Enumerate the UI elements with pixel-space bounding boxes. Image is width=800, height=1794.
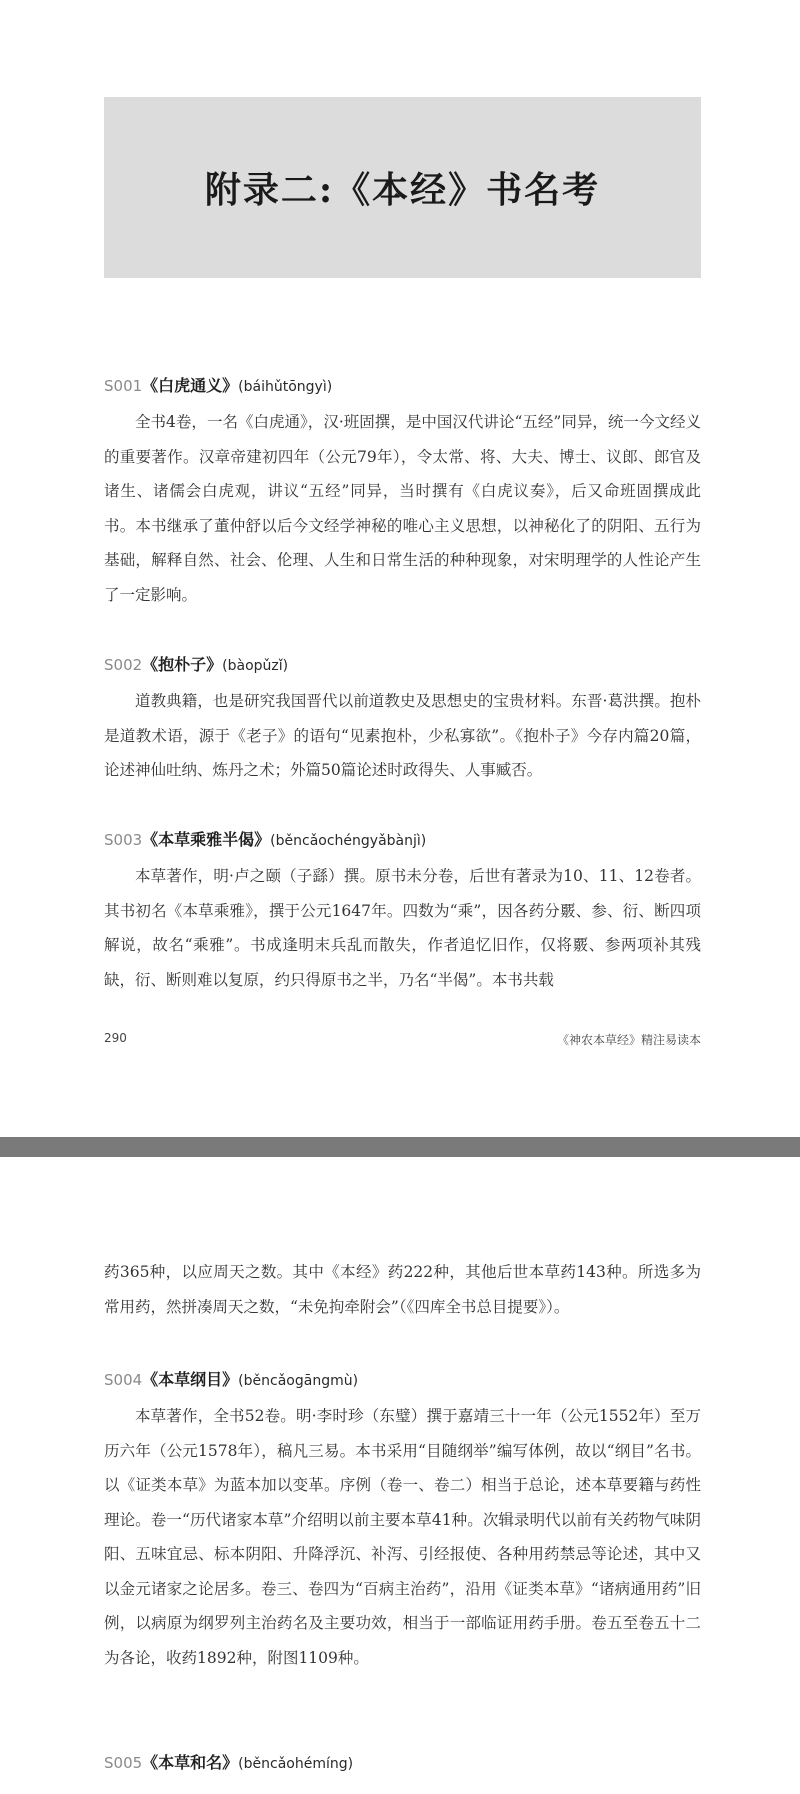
entry-id: S005 [104, 1754, 143, 1772]
entry-heading [104, 375, 701, 397]
entry-book-name: 《白虎通义》 [142, 376, 239, 395]
entry-id: S001 [104, 377, 143, 395]
entry-description: 道教典籍，也是研究我国晋代以前道教史及思想史的宝贵材料。东晋·葛洪撰。抱朴是道教术语，源于《老子》的语句“见素抱朴，少私寡欲”。《抱朴子》今存内篇20篇，论述神仙吐纳、炼丹之术；外篇50篇论述时政得失、人事臧否。 [104, 692, 701, 779]
entry-heading [104, 1752, 701, 1774]
entry-s001 [104, 375, 701, 612]
entry-description-continued: 药365种，以应周天之数。其中《本经》药222种，其他后世本草药143种。所选多为常用药，然拼凑周天之数，“未免拘牵附会”（《四库全书总目提要》）。 [104, 1263, 701, 1316]
entry-pinyin: (bàopǔzǐ) [222, 658, 289, 674]
entry-book-name: 《本草和名》 [142, 1753, 239, 1772]
entry-description: 本草著作，全书52卷。明·李时珍（东璧）撰于嘉靖三十一年（公元1552年）至万历六年（公元1578年），稿凡三易。本书采用“目随纲举”编写体例，故以“纲目”名书。以《证类本草》为蓝本加以变革。序例（卷一、卷二）相当于总论，述本草要籍与药性理论。卷一“历代诸家本草”介绍明以前主要本草41种。次辑录明代以前有关药物气味阴阳、五味宜忌、标本阴阳、升降浮沉、补泻、引经报使、各种用药禁忌等论述，其中又以金元诸家之论居多。卷三、卷四为“百病主治药”，沿用《证类本草》“诸病通用药”旧例，以病原为纲罗列主治药名及主要功效，相当于一部临证用药手册。卷五至卷五十二为各论，收药1892种，附图1109种。 [104, 1407, 701, 1667]
page-divider [0, 1137, 800, 1157]
appendix-title: 附录二:《本经》书名考 [204, 169, 601, 211]
entry-s004 [104, 1369, 701, 1675]
entry-heading [104, 829, 701, 851]
entry-book-name: 《抱朴子》 [142, 655, 223, 674]
entry-pinyin: (běncǎohémíng) [238, 1756, 354, 1772]
entry-s005 [104, 1752, 701, 1774]
entry-pinyin: (báihǔtōngyì) [238, 379, 333, 395]
page-291 [0, 1157, 800, 1794]
running-book-title: 《神农本草经》精注易读本 [556, 1033, 701, 1047]
entry-pinyin: (běncǎogāngmù) [238, 1373, 359, 1389]
entry-s002 [104, 654, 701, 788]
entry-s003 [104, 829, 701, 997]
entry-heading [104, 654, 701, 676]
entry-heading [104, 1369, 701, 1391]
appendix-title-banner [104, 97, 701, 278]
entry-s003-continuation [104, 1255, 701, 1324]
entry-description: 全书4卷，一名《白虎通》，汉·班固撰，是中国汉代讲论“五经”同异，统一今文经义的重要著作。汉章帝建初四年（公元79年），令太常、将、大夫、博士、议郎、郎官及诸生、诸儒会白虎观，讲议“五经”同异，当时撰有《白虎议奏》，后又命班固撰成此书。本书继承了董仲舒以后今文经学神秘的唯心主义思想，以神秘化了的阴阳、五行为基础，解释自然、社会、伦理、人生和日常生活的种种现象，对宋明理学的人性论产生了一定影响。 [104, 413, 701, 604]
entry-book-name: 《本草乘雅半偈》 [142, 830, 271, 849]
entry-pinyin: (běncǎochéngyǎbànjì) [270, 833, 427, 849]
entry-book-name: 《本草纲目》 [142, 1370, 239, 1389]
entry-id: S004 [104, 1371, 143, 1389]
page-number: 290 [104, 1031, 127, 1045]
entry-description: 本草著作，明·卢之颐（子繇）撰。原书未分卷，后世有著录为10、11、12卷者。其书初名《本草乘雅》，撰于公元1647年。四数为“乘”，因各药分覈、参、衍、断四项解说，故名“乘雅”。书成逢明末兵乱而散失，作者追忆旧作，仅将覈、参两项补其残缺，衍、断则难以复原，约只得原书之半，乃名“半偈”。本书共载 [104, 867, 701, 989]
entry-id: S003 [104, 831, 143, 849]
entry-id: S002 [104, 656, 143, 674]
